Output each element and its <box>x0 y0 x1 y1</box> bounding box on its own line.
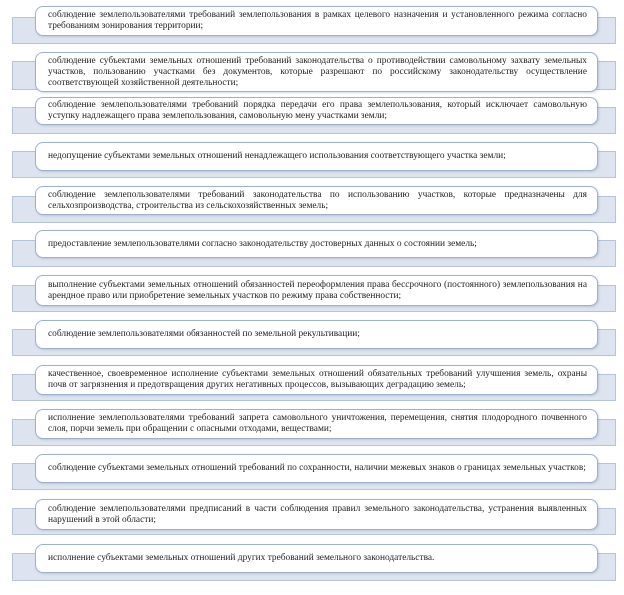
requirement-card <box>35 6 598 36</box>
requirement-text: соблюдение субъектами земельных отношений требований по сохранности, наличии межевых знаков о границах земельных участков; <box>48 463 586 473</box>
requirement-card <box>35 97 598 125</box>
requirement-text: качественное, своевременное исполнение субъектами земельных отношений обязательных требований улучшения земель, охраны почв от загрязнения и предотвращения других негативных процессов, вызывающих деградацию земель; <box>48 369 587 390</box>
requirement-card <box>35 499 598 530</box>
requirement-card <box>35 409 598 439</box>
requirement-text: соблюдение землепользователями обязанностей по земельной рекультивации; <box>48 329 360 339</box>
requirement-card <box>35 230 598 258</box>
requirement-text: выполнение субъектами земельных отношений обязанностей переоформления права бессрочного (постоянного) землепользования на арендное право или приобретение земельных участков по режиму права собственности; <box>48 279 587 301</box>
requirement-card <box>35 52 598 92</box>
requirement-text: соблюдение землепользователями требований законодательства по использованию участков, которые предназначены для сельхозпроизводства, строительства из сельскохозяйственных земель; <box>48 189 587 211</box>
requirement-text: соблюдение землепользователями требований землепользования в рамках целевого назначения и установленного режима согласно требованиям зонирования территории; <box>48 10 587 31</box>
requirement-text: исполнение землепользователями требований запрета самовольного уничтожения, перемещения, снятия плодородного почвенного слоя, порчи земель при обращении с опасными отходами, веществами; <box>48 413 587 434</box>
requirement-text: предоставление землепользователями согласно законодательству достоверных данных о состоянии земель; <box>48 238 477 249</box>
requirement-text: соблюдение субъектами земельных отношений требований законодательства о противодействии самовольному захвату земельных участков, пользованию участками без документов, которые разрешают по российскому законодательству осуществление соответствующей хозяйственной деятельности; <box>48 55 587 88</box>
requirement-text: недопущение субъектами земельных отношений ненадлежащего использования соответствующего участка земли; <box>48 151 506 161</box>
requirement-text: исполнение субъектами земельных отношений других требований земельного законодательства. <box>48 553 435 563</box>
requirement-card <box>35 142 598 171</box>
requirement-card <box>35 320 598 349</box>
requirement-card <box>35 544 598 573</box>
requirement-text: соблюдение землепользователями предписаний в части соблюдения правил земельного законодательства, устранения выявленных нарушений в этой области; <box>48 503 587 525</box>
requirement-card <box>35 275 598 306</box>
requirement-card <box>35 186 598 215</box>
requirement-card <box>35 365 598 395</box>
requirement-card <box>35 454 598 483</box>
requirement-text: соблюдение землепользователями требований порядка передачи его права землепользования, который исключает самовольную уступку надлежащего права землепользования, самовольную мену участками земли; <box>48 100 587 121</box>
